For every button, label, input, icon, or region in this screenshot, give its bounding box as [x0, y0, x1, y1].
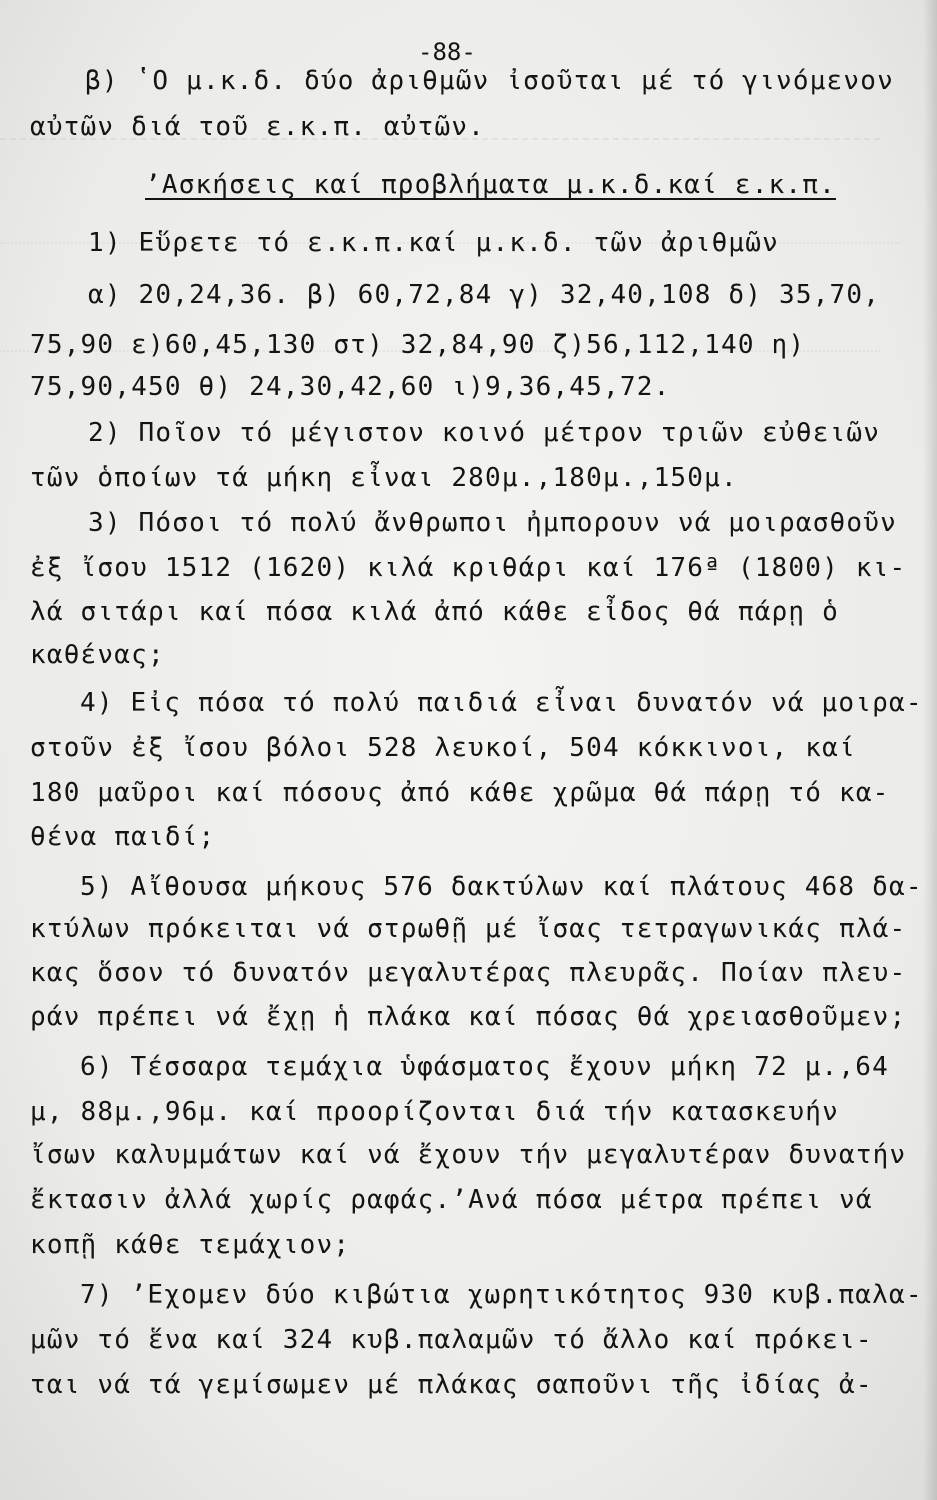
text-line: ἐξ ἴσου 1512 (1620) κιλά κριθάρι καί 176ª (1800) κι- [30, 553, 907, 583]
text-line: ται νά τά γεμίσωμεν μέ πλάκας σαποῦνι τῆς ἰδίας ἀ- [30, 1370, 873, 1400]
exercise-5: 5) Αἴθουσα μήκους 576 δακτύλων καί πλάτους 468 δα- [80, 872, 923, 902]
text-line: 75,90,450 θ) 24,30,42,60 ι)9,36,45,72. [30, 372, 671, 402]
text-line: β) ʽΟ μ.κ.δ. δύο ἀριθμῶν ἰσοῦται μέ τό γινόμενον [85, 66, 894, 96]
text-line: α) 20,24,36. β) 60,72,84 γ) 32,40,108 δ) 35,70, [88, 280, 881, 310]
text-line: ἔκτασιν ἀλλά χωρίς ραφάς.ʼΑνά πόσα μέτρα πρέπει νά [30, 1185, 873, 1215]
exercise-4: 4) Εἰς πόσα τό πολύ παιδιά εἶναι δυνατόν νά μοιρα- [80, 688, 923, 718]
text-line: κας ὅσον τό δυνατόν μεγαλυτέρας πλευρᾶς. Ποίαν πλευ- [30, 958, 907, 988]
text-line: αὐτῶν διά τοῦ ε.κ.π. αὐτῶν. [30, 112, 486, 142]
text-line: ἴσων καλυμμάτων καί νά ἔχουν τήν μεγαλυτέραν δυνατήν [30, 1140, 907, 1170]
text-line: μ, 88μ.,96μ. καί προορίζονται διά τήν κατασκευήν [30, 1097, 839, 1127]
text-line: λά σιτάρι καί πόσα κιλά ἀπό κάθε εἶδος θά πάρῃ ὁ [30, 597, 839, 627]
text-line: στοῦν ἐξ ἴσου βόλοι 528 λευκοί, 504 κόκκινοι, καί [30, 733, 856, 763]
text-line: 75,90 ε)60,45,130 στ) 32,84,90 ζ)56,112,140 η) [30, 330, 806, 360]
text-line: κοπῇ κάθε τεμάχιον; [30, 1230, 351, 1260]
exercise-7: 7) ʼΕχομεν δύο κιβώτια χωρητικότητος 930 κυβ.παλα- [80, 1280, 923, 1310]
exercise-2: 2) Ποῖον τό μέγιστον κοινό μέτρον τριῶν εὐθειῶν [88, 418, 881, 448]
text-line: κτύλων πρόκειται νά στρωθῇ μέ ἴσας τετραγωνικάς πλά- [30, 914, 907, 944]
exercise-3: 3) Πόσοι τό πολύ ἄνθρωποι ἠμπορουν νά μοιρασθοῦν [88, 508, 897, 538]
section-heading: ʼΑσκήσεις καί προβλήματα μ.κ.δ.καί ε.κ.π. [145, 170, 836, 200]
text-line: καθένας; [30, 640, 165, 670]
text-line: μῶν τό ἕνα καί 324 κυβ.παλαμῶν τό ἄλλο καί πρόκει- [30, 1325, 873, 1355]
page-number: -88- [418, 38, 476, 66]
exercise-6: 6) Τέσσαρα τεμάχια ὑφάσματος ἔχουν μήκη 72 μ.,64 [80, 1052, 889, 1082]
text-line: ράν πρέπει νά ἔχῃ ἡ πλάκα καί πόσας θά χρειασθοῦμεν; [30, 1002, 907, 1032]
text-line: 180 μαῦροι καί πόσους ἀπό κάθε χρῶμα θά πάρῃ τό κα- [30, 778, 890, 808]
text-line: θένα παιδί; [30, 822, 216, 852]
page-edge-shadow [923, 0, 937, 1500]
text-line: τῶν ὁποίων τά μήκη εἶναι 280μ.,180μ.,150μ. [30, 463, 738, 493]
exercise-1: 1) Εὕρετε τό ε.κ.π.καί μ.κ.δ. τῶν ἀριθμῶν [88, 228, 779, 258]
